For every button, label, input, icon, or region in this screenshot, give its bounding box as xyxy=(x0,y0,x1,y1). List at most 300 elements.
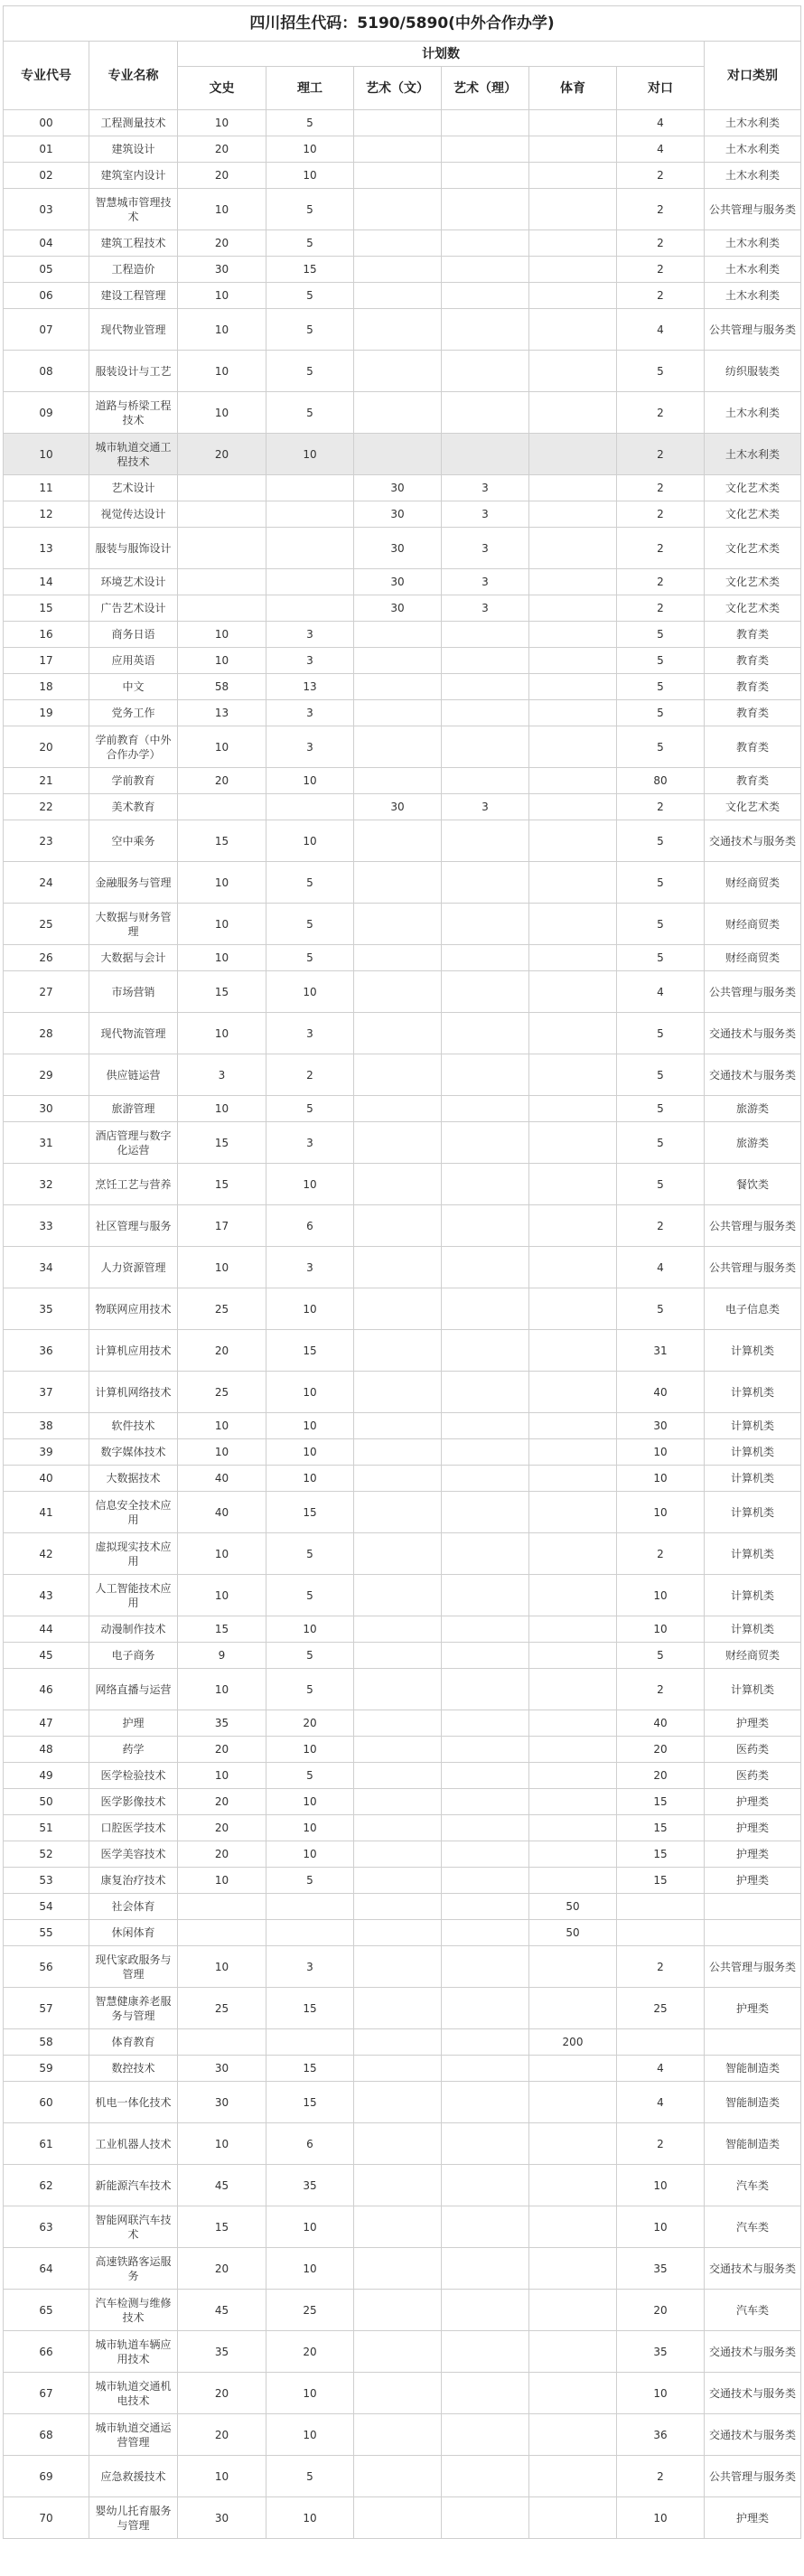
duikou-type-cell: 智能制造类 xyxy=(705,2123,801,2165)
duikou-cell: 15 xyxy=(617,1815,705,1841)
art-li-cell xyxy=(442,2248,529,2290)
wenshi-cell: 10 xyxy=(178,2456,266,2497)
art-wen-cell xyxy=(354,110,442,136)
duikou-type-cell: 公共管理与服务类 xyxy=(705,1205,801,1247)
sport-cell xyxy=(529,2497,617,2539)
duikou-cell: 2 xyxy=(617,794,705,820)
wenshi-cell: 45 xyxy=(178,2290,266,2331)
art-li-cell xyxy=(442,2497,529,2539)
ligong-cell: 5 xyxy=(266,945,354,971)
duikou-type-cell: 公共管理与服务类 xyxy=(705,189,801,230)
sport-cell xyxy=(529,528,617,569)
ligong-cell: 5 xyxy=(266,1643,354,1669)
table-row xyxy=(4,862,801,904)
art-wen-cell xyxy=(354,351,442,392)
art-li-cell xyxy=(442,622,529,648)
table-row xyxy=(4,1737,801,1763)
duikou-type-cell: 计算机类 xyxy=(705,1575,801,1616)
art-li-cell xyxy=(442,1669,529,1710)
wenshi-cell: 20 xyxy=(178,1815,266,1841)
table-row xyxy=(4,2082,801,2123)
duikou-type-cell: 交通技术与服务类 xyxy=(705,1054,801,1096)
duikou-cell: 20 xyxy=(617,1763,705,1789)
code-cell: 20 xyxy=(4,726,89,768)
art-wen-cell xyxy=(354,1988,442,2029)
wenshi-cell: 10 xyxy=(178,1013,266,1054)
wenshi-cell: 20 xyxy=(178,163,266,189)
sport-cell xyxy=(529,1946,617,1988)
art-li-cell xyxy=(442,1988,529,2029)
sport-cell xyxy=(529,1372,617,1413)
name-cell: 信息安全技术应用 xyxy=(89,1492,178,1533)
duikou-cell: 2 xyxy=(617,1533,705,1575)
ligong-cell xyxy=(266,475,354,501)
table-row xyxy=(4,230,801,257)
art-wen-cell xyxy=(354,2029,442,2056)
name-cell: 现代物业管理 xyxy=(89,309,178,351)
sport-cell xyxy=(529,622,617,648)
table-row xyxy=(4,1096,801,1122)
sport-cell xyxy=(529,1492,617,1533)
name-cell: 医学检验技术 xyxy=(89,1763,178,1789)
code-cell: 18 xyxy=(4,674,89,700)
code-cell: 15 xyxy=(4,595,89,622)
sport-cell: 50 xyxy=(529,1894,617,1920)
duikou-cell xyxy=(617,2029,705,2056)
wenshi-cell: 10 xyxy=(178,1439,266,1466)
art-wen-cell xyxy=(354,700,442,726)
art-li-cell xyxy=(442,257,529,283)
code-cell: 31 xyxy=(4,1122,89,1164)
sport-cell xyxy=(529,2414,617,2456)
ligong-cell: 10 xyxy=(266,1288,354,1330)
duikou-cell: 2 xyxy=(617,283,705,309)
art-wen-cell xyxy=(354,1164,442,1205)
name-cell: 虚拟现实技术应用 xyxy=(89,1533,178,1575)
duikou-type-cell: 教育类 xyxy=(705,768,801,794)
name-cell: 计算机网络技术 xyxy=(89,1372,178,1413)
table-row xyxy=(4,1288,801,1330)
ligong-cell: 5 xyxy=(266,1763,354,1789)
art-li-cell xyxy=(442,1013,529,1054)
art-wen-cell: 30 xyxy=(354,569,442,595)
duikou-cell: 5 xyxy=(617,1096,705,1122)
code-cell: 32 xyxy=(4,1164,89,1205)
art-li-cell xyxy=(442,726,529,768)
duikou-type-cell: 计算机类 xyxy=(705,1330,801,1372)
art-wen-cell xyxy=(354,2056,442,2082)
ligong-cell: 10 xyxy=(266,1737,354,1763)
duikou-cell: 2 xyxy=(617,163,705,189)
header-wenshi: 文史 xyxy=(178,67,266,110)
wenshi-cell: 40 xyxy=(178,1466,266,1492)
code-cell: 44 xyxy=(4,1616,89,1643)
duikou-cell: 5 xyxy=(617,726,705,768)
art-li-cell xyxy=(442,945,529,971)
ligong-cell xyxy=(266,1894,354,1920)
ligong-cell: 13 xyxy=(266,674,354,700)
code-cell: 24 xyxy=(4,862,89,904)
code-cell: 21 xyxy=(4,768,89,794)
sport-cell xyxy=(529,110,617,136)
code-cell: 30 xyxy=(4,1096,89,1122)
table-row xyxy=(4,1643,801,1669)
sport-cell xyxy=(529,1439,617,1466)
duikou-type-cell: 餐饮类 xyxy=(705,1164,801,1205)
art-wen-cell xyxy=(354,648,442,674)
name-cell: 烹饪工艺与营养 xyxy=(89,1164,178,1205)
code-cell: 41 xyxy=(4,1492,89,1533)
sport-cell xyxy=(529,1288,617,1330)
duikou-cell: 10 xyxy=(617,2165,705,2206)
header-art-wen: 艺术（文） xyxy=(354,67,442,110)
sport-cell xyxy=(529,674,617,700)
ligong-cell: 10 xyxy=(266,971,354,1013)
code-cell: 46 xyxy=(4,1669,89,1710)
sport-cell: 50 xyxy=(529,1920,617,1946)
ligong-cell: 10 xyxy=(266,2248,354,2290)
code-cell: 49 xyxy=(4,1763,89,1789)
ligong-cell: 3 xyxy=(266,1013,354,1054)
art-li-cell xyxy=(442,2373,529,2414)
name-cell: 机电一体化技术 xyxy=(89,2082,178,2123)
wenshi-cell: 10 xyxy=(178,648,266,674)
wenshi-cell: 10 xyxy=(178,351,266,392)
duikou-cell: 4 xyxy=(617,1247,705,1288)
ligong-cell: 15 xyxy=(266,1988,354,2029)
art-li-cell xyxy=(442,768,529,794)
duikou-cell: 10 xyxy=(617,1616,705,1643)
sport-cell xyxy=(529,1868,617,1894)
table-row xyxy=(4,2206,801,2248)
name-cell: 建筑设计 xyxy=(89,136,178,163)
art-wen-cell xyxy=(354,1413,442,1439)
name-cell: 服装设计与工艺 xyxy=(89,351,178,392)
wenshi-cell: 15 xyxy=(178,2206,266,2248)
wenshi-cell: 20 xyxy=(178,1330,266,1372)
sport-cell xyxy=(529,2082,617,2123)
code-cell: 06 xyxy=(4,283,89,309)
wenshi-cell: 30 xyxy=(178,2497,266,2539)
ligong-cell: 5 xyxy=(266,309,354,351)
name-cell: 党务工作 xyxy=(89,700,178,726)
art-li-cell xyxy=(442,648,529,674)
art-wen-cell xyxy=(354,768,442,794)
ligong-cell: 10 xyxy=(266,2206,354,2248)
art-li-cell: 3 xyxy=(442,569,529,595)
code-cell: 14 xyxy=(4,569,89,595)
duikou-cell: 5 xyxy=(617,1054,705,1096)
name-cell: 视觉传达设计 xyxy=(89,501,178,528)
duikou-type-cell: 护理类 xyxy=(705,2497,801,2539)
code-cell: 36 xyxy=(4,1330,89,1372)
table-row xyxy=(4,257,801,283)
wenshi-cell: 15 xyxy=(178,1164,266,1205)
duikou-type-cell: 土木水利类 xyxy=(705,110,801,136)
table-row xyxy=(4,528,801,569)
sport-cell xyxy=(529,1815,617,1841)
duikou-type-cell: 土木水利类 xyxy=(705,283,801,309)
code-cell: 69 xyxy=(4,2456,89,2497)
wenshi-cell: 10 xyxy=(178,862,266,904)
code-cell: 35 xyxy=(4,1288,89,1330)
wenshi-cell: 45 xyxy=(178,2165,266,2206)
sport-cell xyxy=(529,1466,617,1492)
name-cell: 数字媒体技术 xyxy=(89,1439,178,1466)
code-cell: 63 xyxy=(4,2206,89,2248)
wenshi-cell: 30 xyxy=(178,2082,266,2123)
code-cell: 51 xyxy=(4,1815,89,1841)
code-cell: 04 xyxy=(4,230,89,257)
wenshi-cell: 20 xyxy=(178,1841,266,1868)
table-row xyxy=(4,392,801,434)
ligong-cell: 6 xyxy=(266,2123,354,2165)
table-row xyxy=(4,351,801,392)
name-cell: 汽车检测与维修技术 xyxy=(89,2290,178,2331)
table-row xyxy=(4,1920,801,1946)
code-cell: 38 xyxy=(4,1413,89,1439)
duikou-cell: 15 xyxy=(617,1868,705,1894)
ligong-cell xyxy=(266,501,354,528)
duikou-type-cell: 智能制造类 xyxy=(705,2056,801,2082)
wenshi-cell: 20 xyxy=(178,2414,266,2456)
duikou-cell: 40 xyxy=(617,1710,705,1737)
wenshi-cell: 40 xyxy=(178,1492,266,1533)
wenshi-cell xyxy=(178,528,266,569)
ligong-cell xyxy=(266,569,354,595)
art-li-cell xyxy=(442,230,529,257)
duikou-type-cell: 文化艺术类 xyxy=(705,595,801,622)
table-body xyxy=(4,110,801,2539)
art-wen-cell xyxy=(354,1737,442,1763)
art-li-cell xyxy=(442,1205,529,1247)
name-cell: 城市轨道交通机电技术 xyxy=(89,2373,178,2414)
code-cell: 16 xyxy=(4,622,89,648)
name-cell: 道路与桥梁工程技术 xyxy=(89,392,178,434)
header-ligong: 理工 xyxy=(266,67,354,110)
duikou-cell: 80 xyxy=(617,768,705,794)
art-wen-cell xyxy=(354,1815,442,1841)
ligong-cell: 15 xyxy=(266,1330,354,1372)
ligong-cell: 3 xyxy=(266,1946,354,1988)
header-duikou-type: 对口类别 xyxy=(705,42,801,110)
name-cell: 大数据与会计 xyxy=(89,945,178,971)
duikou-type-cell: 公共管理与服务类 xyxy=(705,1247,801,1288)
ligong-cell: 3 xyxy=(266,700,354,726)
art-li-cell: 3 xyxy=(442,794,529,820)
table-row xyxy=(4,1330,801,1372)
table-row xyxy=(4,726,801,768)
duikou-type-cell: 汽车类 xyxy=(705,2206,801,2248)
ligong-cell: 20 xyxy=(266,2331,354,2373)
art-li-cell xyxy=(442,674,529,700)
duikou-type-cell: 汽车类 xyxy=(705,2290,801,2331)
wenshi-cell xyxy=(178,501,266,528)
art-wen-cell xyxy=(354,945,442,971)
code-cell: 11 xyxy=(4,475,89,501)
name-cell: 旅游管理 xyxy=(89,1096,178,1122)
name-cell: 软件技术 xyxy=(89,1413,178,1439)
table-row xyxy=(4,794,801,820)
duikou-type-cell: 交通技术与服务类 xyxy=(705,2373,801,2414)
art-li-cell xyxy=(442,1737,529,1763)
duikou-cell: 40 xyxy=(617,1372,705,1413)
art-li-cell xyxy=(442,1533,529,1575)
wenshi-cell: 15 xyxy=(178,1616,266,1643)
duikou-type-cell: 护理类 xyxy=(705,1789,801,1815)
table-row xyxy=(4,1789,801,1815)
enrollment-plan-table xyxy=(3,5,801,2539)
art-wen-cell xyxy=(354,1205,442,1247)
table-row xyxy=(4,1710,801,1737)
art-li-cell xyxy=(442,163,529,189)
ligong-cell xyxy=(266,2029,354,2056)
duikou-cell: 20 xyxy=(617,1737,705,1763)
duikou-type-cell: 计算机类 xyxy=(705,1466,801,1492)
code-cell: 28 xyxy=(4,1013,89,1054)
code-cell: 25 xyxy=(4,904,89,945)
art-wen-cell xyxy=(354,2373,442,2414)
art-wen-cell: 30 xyxy=(354,595,442,622)
art-li-cell xyxy=(442,1054,529,1096)
duikou-type-cell: 教育类 xyxy=(705,622,801,648)
name-cell: 社区管理与服务 xyxy=(89,1205,178,1247)
wenshi-cell: 10 xyxy=(178,1096,266,1122)
sport-cell xyxy=(529,2248,617,2290)
art-li-cell: 3 xyxy=(442,528,529,569)
duikou-type-cell: 财经商贸类 xyxy=(705,862,801,904)
table-row xyxy=(4,1164,801,1205)
art-li-cell xyxy=(442,283,529,309)
code-cell: 56 xyxy=(4,1946,89,1988)
ligong-cell: 10 xyxy=(266,1413,354,1439)
ligong-cell: 5 xyxy=(266,1669,354,1710)
sport-cell xyxy=(529,189,617,230)
art-wen-cell xyxy=(354,1643,442,1669)
table-row xyxy=(4,1372,801,1413)
art-li-cell xyxy=(442,1466,529,1492)
art-wen-cell xyxy=(354,1439,442,1466)
code-cell: 12 xyxy=(4,501,89,528)
wenshi-cell xyxy=(178,794,266,820)
duikou-type-cell: 公共管理与服务类 xyxy=(705,309,801,351)
duikou-cell: 5 xyxy=(617,1288,705,1330)
code-cell: 39 xyxy=(4,1439,89,1466)
art-li-cell: 3 xyxy=(442,475,529,501)
name-cell: 学前教育 xyxy=(89,768,178,794)
ligong-cell: 15 xyxy=(266,2056,354,2082)
name-cell: 智慧城市管理技术 xyxy=(89,189,178,230)
wenshi-cell xyxy=(178,1920,266,1946)
wenshi-cell: 13 xyxy=(178,700,266,726)
duikou-type-cell: 文化艺术类 xyxy=(705,475,801,501)
name-cell: 药学 xyxy=(89,1737,178,1763)
art-wen-cell xyxy=(354,309,442,351)
duikou-cell: 2 xyxy=(617,257,705,283)
table-row xyxy=(4,1533,801,1575)
duikou-cell: 20 xyxy=(617,2290,705,2331)
ligong-cell: 5 xyxy=(266,392,354,434)
name-cell: 城市轨道交通工程技术 xyxy=(89,434,178,475)
name-cell: 医学美容技术 xyxy=(89,1841,178,1868)
code-cell: 62 xyxy=(4,2165,89,2206)
ligong-cell: 10 xyxy=(266,1439,354,1466)
table-row xyxy=(4,2373,801,2414)
duikou-cell: 2 xyxy=(617,2123,705,2165)
sport-cell xyxy=(529,820,617,862)
wenshi-cell xyxy=(178,2029,266,2056)
ligong-cell: 5 xyxy=(266,283,354,309)
sport-cell xyxy=(529,230,617,257)
duikou-type-cell: 土木水利类 xyxy=(705,392,801,434)
code-cell: 47 xyxy=(4,1710,89,1737)
sport-cell xyxy=(529,2206,617,2248)
duikou-cell: 4 xyxy=(617,2056,705,2082)
sport-cell xyxy=(529,2373,617,2414)
wenshi-cell xyxy=(178,1894,266,1920)
sport-cell xyxy=(529,1013,617,1054)
code-cell: 10 xyxy=(4,434,89,475)
code-cell: 66 xyxy=(4,2331,89,2373)
wenshi-cell: 17 xyxy=(178,1205,266,1247)
duikou-type-cell: 计算机类 xyxy=(705,1372,801,1413)
duikou-type-cell: 计算机类 xyxy=(705,1616,801,1643)
duikou-type-cell: 计算机类 xyxy=(705,1413,801,1439)
wenshi-cell: 10 xyxy=(178,1575,266,1616)
duikou-cell: 2 xyxy=(617,1205,705,1247)
duikou-type-cell: 土木水利类 xyxy=(705,257,801,283)
table-row xyxy=(4,820,801,862)
duikou-type-cell: 公共管理与服务类 xyxy=(705,971,801,1013)
art-wen-cell xyxy=(354,283,442,309)
duikou-cell: 4 xyxy=(617,2082,705,2123)
duikou-cell: 10 xyxy=(617,2373,705,2414)
sport-cell xyxy=(529,501,617,528)
duikou-type-cell: 智能制造类 xyxy=(705,2082,801,2123)
name-cell: 动漫制作技术 xyxy=(89,1616,178,1643)
sport-cell xyxy=(529,2056,617,2082)
ligong-cell: 5 xyxy=(266,110,354,136)
duikou-type-cell: 旅游类 xyxy=(705,1096,801,1122)
name-cell: 大数据与财务管理 xyxy=(89,904,178,945)
sport-cell xyxy=(529,1164,617,1205)
duikou-cell: 2 xyxy=(617,595,705,622)
code-cell: 17 xyxy=(4,648,89,674)
wenshi-cell xyxy=(178,569,266,595)
sport-cell xyxy=(529,1575,617,1616)
art-wen-cell xyxy=(354,1763,442,1789)
duikou-cell: 2 xyxy=(617,475,705,501)
ligong-cell: 2 xyxy=(266,1054,354,1096)
ligong-cell xyxy=(266,595,354,622)
ligong-cell: 15 xyxy=(266,2082,354,2123)
table-row xyxy=(4,1054,801,1096)
art-wen-cell xyxy=(354,1841,442,1868)
sport-cell xyxy=(529,595,617,622)
table-row xyxy=(4,971,801,1013)
table-row xyxy=(4,1894,801,1920)
table-row xyxy=(4,1122,801,1164)
duikou-type-cell: 汽车类 xyxy=(705,2165,801,2206)
table-row xyxy=(4,2290,801,2331)
art-li-cell xyxy=(442,351,529,392)
ligong-cell: 10 xyxy=(266,768,354,794)
code-cell: 64 xyxy=(4,2248,89,2290)
code-cell: 52 xyxy=(4,1841,89,1868)
duikou-type-cell: 医药类 xyxy=(705,1737,801,1763)
ligong-cell: 5 xyxy=(266,230,354,257)
table-row xyxy=(4,1466,801,1492)
